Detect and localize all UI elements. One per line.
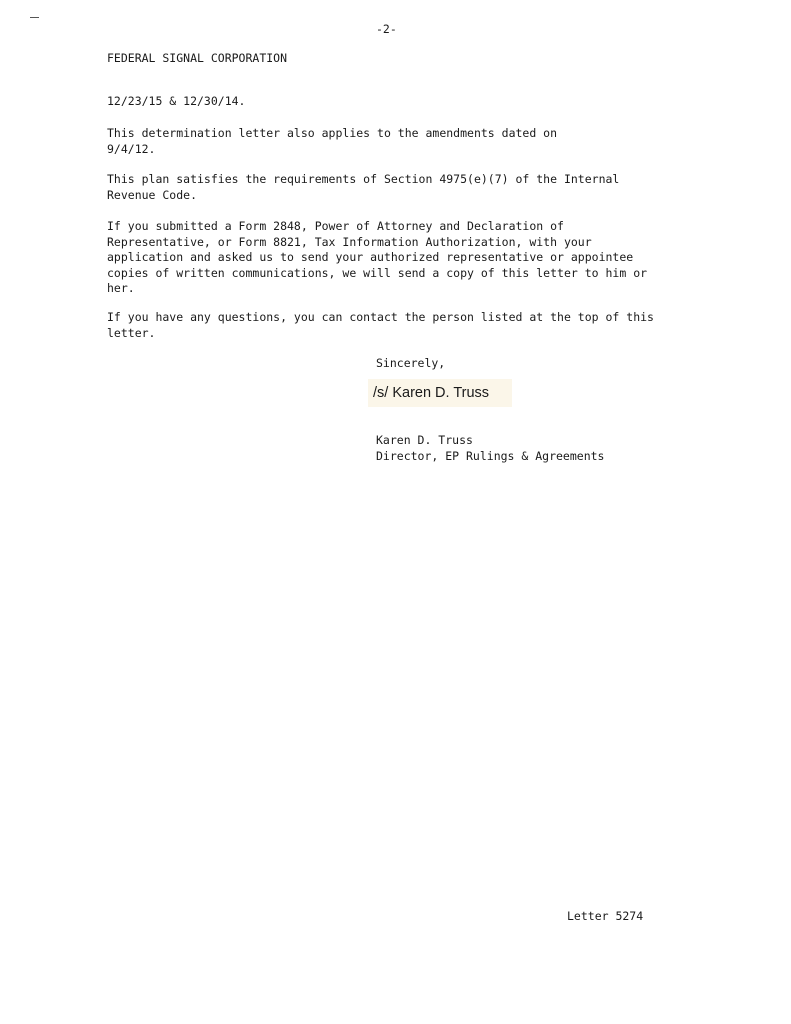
- paragraph-line: 9/4/12.: [107, 141, 156, 156]
- paragraph-requirements: [107, 172, 619, 203]
- paragraph-line: Revenue Code.: [107, 187, 198, 202]
- paragraph-line: copies of written communications, we will send a copy of this letter to him or: [107, 265, 648, 280]
- plan-dates: 12/23/15 & 12/30/14.: [107, 94, 246, 108]
- paragraph-line: Representative, or Form 8821, Tax Information Authorization, with your: [107, 234, 592, 249]
- paragraph-line: If you have any questions, you can contact the person listed at the top of this: [107, 310, 654, 324]
- letter-number: Letter 5274: [567, 909, 644, 923]
- paragraph-amendments: [107, 126, 557, 157]
- salutation: Sincerely,: [376, 356, 446, 370]
- company-name: FEDERAL SIGNAL CORPORATION: [107, 51, 288, 65]
- signer-title: Director, EP Rulings & Agreements: [376, 449, 605, 463]
- signature: /s/ Karen D. Truss: [373, 385, 490, 401]
- paragraph-questions: [107, 310, 654, 341]
- signature-block: [368, 379, 512, 407]
- paragraph-line: letter.: [107, 325, 156, 340]
- paragraph-line: her.: [107, 281, 135, 295]
- paragraph-line: application and asked us to send your authorized representative or appointee: [107, 250, 634, 264]
- paragraph-line: If you submitted a Form 2848, Power of Attorney and Declaration of: [107, 219, 564, 233]
- scan-mark: [30, 17, 39, 18]
- paragraph-line: This plan satisfies the requirements of Section 4975(e)(7) of the Internal: [107, 172, 620, 186]
- paragraph-representative: [107, 219, 647, 297]
- signer-name: Karen D. Truss: [376, 433, 473, 447]
- paragraph-line: This determination letter also applies to the amendments dated on: [107, 126, 558, 140]
- page-number: -2-: [376, 22, 397, 36]
